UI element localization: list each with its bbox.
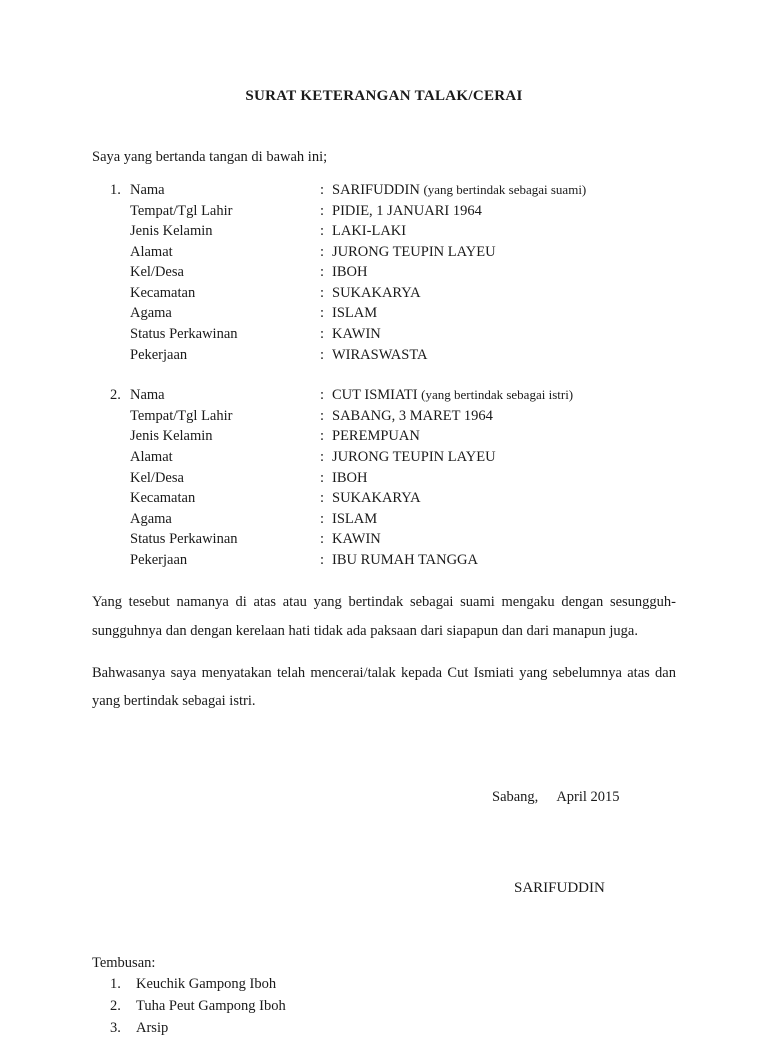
field-colon: : <box>320 305 325 322</box>
declaration-paragraph-2: Bahwasanya saya menyatakan telah mencerai/talak kepada Cut Ismiati yang sebelumnya atas dan yang bertindak sebagai istri. <box>92 664 676 710</box>
field-colon: : <box>320 264 325 281</box>
cc-item-number: 3. <box>110 1019 121 1036</box>
cc-title: Tembusan: <box>92 955 156 972</box>
field-label: Kel/Desa <box>130 469 184 486</box>
declaration-paragraph-1: Yang tesebut namanya di atas atau yang bertindak sebagai suami mengaku dengan sesungguh-sungguhnya dan dengan kerelaan hati tidak ada paksaan dari siapapun dan dari manapun juga. <box>92 594 676 639</box>
field-row <box>92 262 676 283</box>
field-value-note: (yang bertindak sebagai istri) <box>421 387 574 403</box>
field-colon: : <box>320 243 325 260</box>
person-index: 1. <box>110 182 121 198</box>
cc-block <box>92 955 676 1039</box>
list-item <box>92 996 676 1018</box>
field-value-text: CUT ISMIATI <box>332 387 418 404</box>
field-value: LAKI-LAKI <box>332 223 407 240</box>
field-value: IBU RUMAH TANGGA <box>332 551 478 568</box>
field-colon: : <box>320 510 325 527</box>
field-colon: : <box>320 326 325 343</box>
field-colon: : <box>320 448 325 465</box>
field-colon: : <box>320 202 325 219</box>
field-row <box>92 529 676 550</box>
field-row <box>92 447 676 468</box>
field-value: JURONG TEUPIN LAYEU <box>332 243 496 260</box>
field-colon: : <box>320 490 325 507</box>
field-row <box>92 242 676 263</box>
field-label: Kecamatan <box>130 490 196 507</box>
field-label: Agama <box>130 510 172 527</box>
cc-item-number: 2. <box>110 998 121 1015</box>
field-label: Kecamatan <box>130 284 196 301</box>
field-row <box>92 468 676 489</box>
cc-item-label: Keuchik Gampong Iboh <box>136 976 277 993</box>
field-colon: : <box>320 182 325 198</box>
field-value-note: (yang bertindak sebagai suami) <box>423 182 587 197</box>
field-value: SUKAKARYA <box>332 284 421 301</box>
person-block-1 <box>92 180 676 365</box>
field-row <box>92 550 676 571</box>
field-colon: : <box>320 531 325 548</box>
field-colon: : <box>320 428 325 445</box>
field-value: IBOH <box>332 469 368 486</box>
field-colon: : <box>320 387 325 404</box>
field-value <box>332 385 676 406</box>
person-index: 2. <box>110 387 121 404</box>
cc-item-number: 1. <box>110 976 121 993</box>
field-label: Pekerjaan <box>130 346 188 363</box>
page-title: SURAT KETERANGAN TALAK/CERAI <box>245 88 523 104</box>
signature-place: Sabang, <box>492 789 539 806</box>
field-label: Status Perkawinan <box>130 326 238 343</box>
field-value: JURONG TEUPIN LAYEU <box>332 448 496 465</box>
field-colon: : <box>320 551 325 568</box>
field-label: Nama <box>130 182 165 198</box>
field-value: WIRASWASTA <box>332 346 428 363</box>
field-value: IBOH <box>332 264 368 281</box>
field-label: Status Perkawinan <box>130 531 238 548</box>
field-label: Nama <box>130 387 165 404</box>
field-value <box>332 180 676 201</box>
field-value: SABANG, 3 MARET 1964 <box>332 407 493 424</box>
cc-item-label: Arsip <box>136 1019 169 1036</box>
field-label: Alamat <box>130 243 173 260</box>
field-row <box>92 385 676 406</box>
list-item <box>92 974 676 996</box>
intro-text: Saya yang bertanda tangan di bawah ini; <box>92 149 328 165</box>
field-row <box>92 406 676 427</box>
field-row <box>92 221 676 242</box>
field-row <box>92 426 676 447</box>
field-row <box>92 303 676 324</box>
field-label: Alamat <box>130 448 173 465</box>
field-value: KAWIN <box>332 531 381 548</box>
field-row <box>92 345 676 366</box>
field-label: Jenis Kelamin <box>130 223 213 240</box>
field-row <box>92 324 676 345</box>
field-value: PIDIE, 1 JANUARI 1964 <box>332 202 482 219</box>
field-row <box>92 283 676 304</box>
signature-date: April 2015 <box>556 789 620 806</box>
field-colon: : <box>320 407 325 424</box>
field-value: SUKAKARYA <box>332 490 421 507</box>
field-value: KAWIN <box>332 326 381 343</box>
person-block-2 <box>92 385 676 570</box>
list-item <box>92 1018 676 1040</box>
signature-place-date <box>492 789 676 806</box>
field-value: PEREMPUAN <box>332 428 420 445</box>
field-row <box>92 488 676 509</box>
signature-block <box>92 789 676 897</box>
cc-item-label: Tuha Peut Gampong Iboh <box>136 998 286 1015</box>
field-row <box>92 509 676 530</box>
signature-name: SARIFUDDIN <box>514 880 605 897</box>
field-value: ISLAM <box>332 510 378 527</box>
field-colon: : <box>320 223 325 240</box>
field-row <box>92 180 676 201</box>
cc-list <box>92 974 676 1039</box>
field-value: ISLAM <box>332 305 378 322</box>
field-colon: : <box>320 469 325 486</box>
field-label: Tempat/Tgl Lahir <box>130 407 233 424</box>
field-row <box>92 201 676 222</box>
field-label: Tempat/Tgl Lahir <box>130 202 233 219</box>
field-colon: : <box>320 284 325 301</box>
field-label: Jenis Kelamin <box>130 428 213 445</box>
field-colon: : <box>320 346 325 363</box>
field-label: Kel/Desa <box>130 264 184 281</box>
field-label: Agama <box>130 305 172 322</box>
field-label: Pekerjaan <box>130 551 188 568</box>
field-value-text: SARIFUDDIN <box>332 182 420 198</box>
